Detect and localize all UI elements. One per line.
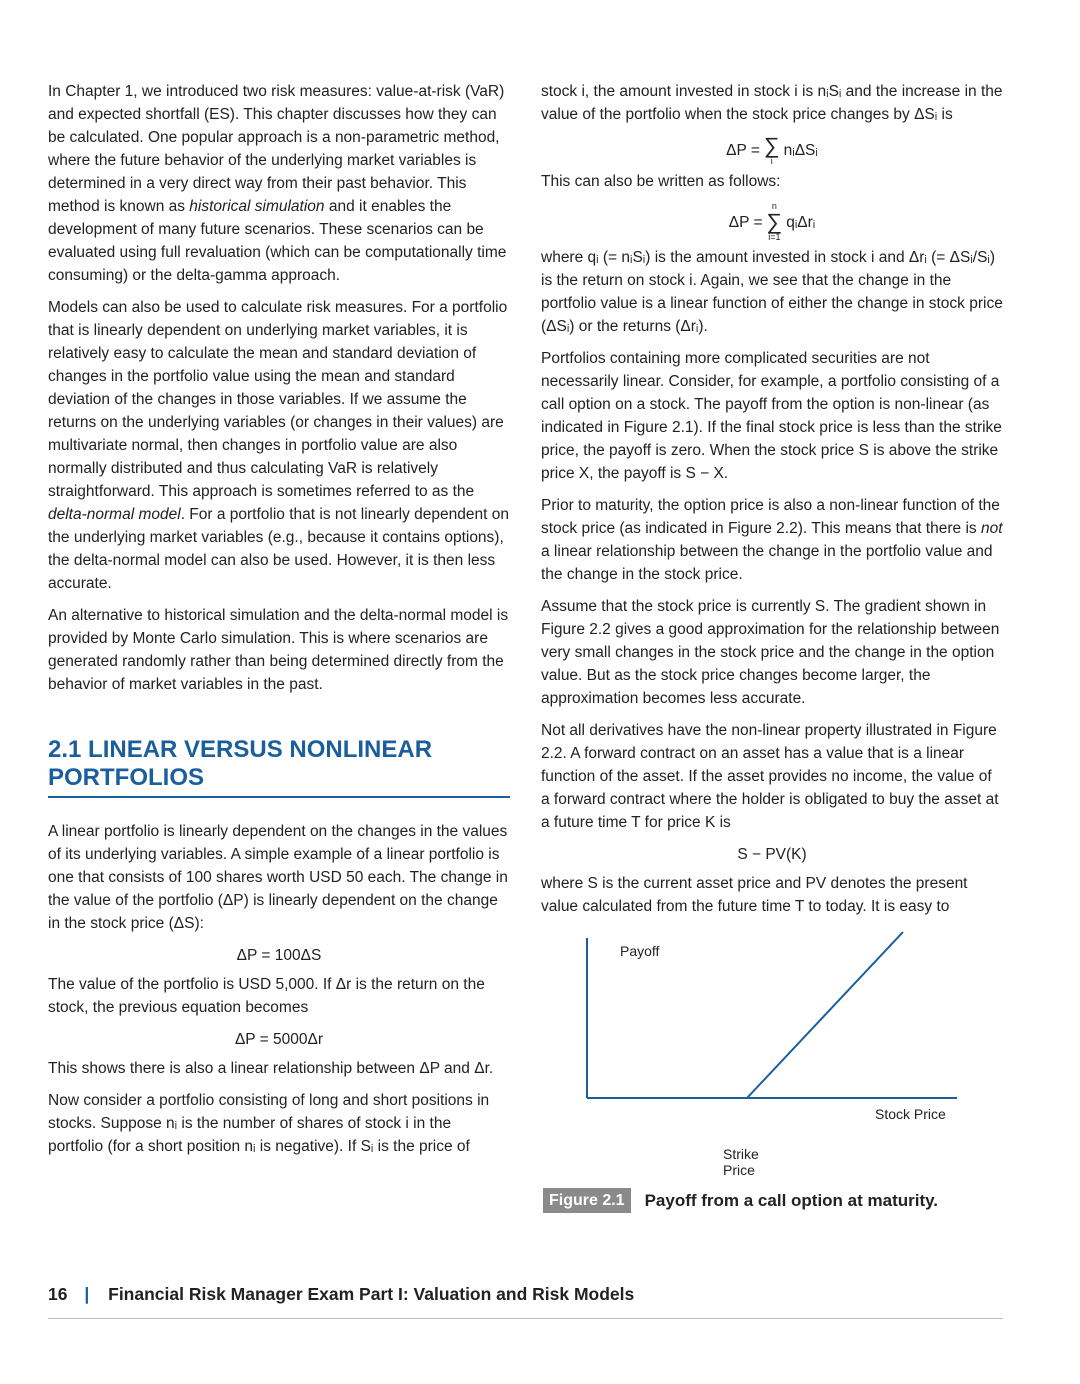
- paragraph: where qᵢ (= nᵢSᵢ) is the amount invested in stock i and Δrᵢ (= ΔSᵢ/Sᵢ) is the return on stock i. Again, we see that the change in the portfolio value is a linear function of either the change in stock price (ΔSᵢ) or the returns (Δrᵢ).: [541, 249, 1003, 335]
- paragraph: This shows there is also a linear relationship between ΔP and Δr.: [48, 1060, 494, 1077]
- equation-lhs: ΔP =: [728, 213, 763, 231]
- book-title: Financial Risk Manager Exam Part I: Valuation and Risk Models: [108, 1284, 635, 1304]
- paragraph: A linear portfolio is linearly dependent on the changes in the values of its underlying variables. A simple example of a linear portfolio is one that consists of 100 shares worth USD 50 each. The change in the value of the portfolio (ΔP) is linearly dependent on the change in the stock price (ΔS):: [48, 823, 508, 932]
- sigma-sup: n: [771, 201, 777, 211]
- figure-title: Payoff from a call option at maturity.: [644, 1191, 939, 1210]
- heading-line: PORTFOLIOS: [48, 764, 204, 791]
- paragraph: [48, 296, 510, 595]
- strike-price-label: [723, 1146, 759, 1178]
- paragraph: Assume that the stock price is currently S. The gradient shown in Figure 2.2 gives a good approximation for the relationship between very small changes in the stock price and the change in the option value. But as the stock price changes become larger, the approximation becomes less accurate.: [541, 598, 1000, 707]
- paragraph: Not all derivatives have the non-linear property illustrated in Figure 2.2. A forward contract on an asset has a value that is a linear function of the asset. If the asset provides no income, the value of a forward contract where the holder is obligated to buy the asset at a future time T for price K is: [541, 722, 999, 831]
- sigma-symbol: [767, 202, 783, 242]
- text: a linear relationship between the change in the portfolio value and the change in the stock price.: [541, 543, 993, 583]
- footer-separator: |: [84, 1284, 90, 1304]
- italic-term: delta-normal model: [48, 506, 181, 523]
- text: Prior to maturity, the option price is also a non-linear function of the stock price (as indicated in Figure 2.2). This means that there is: [541, 497, 1000, 537]
- paragraph: The value of the portfolio is USD 5,000. If Δr is the return on the stock, the previous equation becomes: [48, 976, 485, 1016]
- sigma: ∑: [763, 133, 780, 158]
- equation-lhs: ΔP =: [726, 142, 760, 159]
- sigma-sub: i: [770, 156, 773, 166]
- section-heading: [48, 736, 510, 798]
- paragraph: Now consider a portfolio consisting of long and short positions in stocks. Suppose nᵢ is the number of shares of stock i in the portfolio (for a short position nᵢ is negative). If Sᵢ is the price of: [48, 1092, 490, 1155]
- paragraph: where S is the current asset price and PV denotes the present value calculated from the future time T to today. It is easy to: [541, 875, 968, 915]
- paragraph: [48, 80, 510, 287]
- text: Models can also be used to calculate risk measures. For a portfolio that is linearly dependent on underlying market variables, it is relatively easy to calculate the mean and standard deviation of changes in the portfolio value using the mean and standard deviation of the changes in those variables. If we assume the returns on the underlying variables (or changes in their values) are multivariate normal, then changes in portfolio value are also normally distributed and thus calculating VaR is relatively straightforward. This approach is sometimes referred to as the: [48, 299, 508, 500]
- equation: ΔP = 100ΔS: [236, 947, 322, 964]
- paragraph: Portfolios containing more complicated securities are not necessarily linear. Consider, for example, a portfolio consisting of a call option on a stock. The payoff from the option is non-linear (as indicated in Figure 2.1). If the final stock price is less than the strike price, the payoff is zero. When the stock price S is above the strike price X, the payoff is S − X.: [541, 350, 1002, 482]
- text: and it enables the development of many future scenarios. These scenarios can be evaluated using full revaluation (which can be computationally time consuming) or the delta-gamma approach.: [48, 198, 507, 284]
- x-axis-label: Stock Price: [875, 1106, 946, 1122]
- equation-term: nᵢΔSᵢ: [783, 142, 818, 159]
- page-footer: [48, 1284, 1003, 1319]
- heading-line: 2.1 LINEAR VERSUS NONLINEAR: [48, 736, 433, 763]
- equation: S − PV(K): [737, 846, 807, 863]
- italic-term: not: [980, 520, 1003, 537]
- summation-equation: [541, 202, 1003, 242]
- text: . For a portfolio that is not linearly dependent on the underlying market variables (e.g., because it contains options), the delta-normal model can also be used. However, it is then less accurate.: [48, 506, 509, 592]
- y-axis-label: Payoff: [620, 943, 660, 959]
- strike-label-line: Strike: [723, 1146, 759, 1162]
- sigma-sub: i=1: [768, 232, 781, 242]
- payoff-chart: [541, 930, 1003, 1180]
- text: In Chapter 1, we introduced two risk measures: value-at-risk (VaR) and expected shortfall (ES). This chapter discusses how they can be calculated. One popular approach is a non-parametric method, where the future behavior of the underlying market variables is determined in a very direct way from their past behavior. This method is known as: [48, 83, 505, 215]
- figure-2-1: [541, 930, 1003, 1230]
- strike-label-line: Price: [723, 1162, 755, 1178]
- equation: ΔP = 5000Δr: [234, 1031, 324, 1048]
- paragraph: An alternative to historical simulation and the delta-normal model is provided by Monte Carlo simulation. This is where scenarios are generated randomly rather than being determined directly from the behavior of market variables in the past.: [48, 607, 509, 693]
- left-column: [48, 80, 510, 1167]
- paragraph: [541, 494, 1003, 586]
- sigma: ∑: [766, 209, 783, 234]
- right-column: [541, 80, 1003, 1230]
- equation-term: qᵢΔrᵢ: [786, 213, 816, 231]
- page-number: 16: [48, 1284, 68, 1304]
- figure-badge: Figure 2.1: [543, 1188, 631, 1213]
- summation-equation: [541, 135, 1003, 166]
- figure-caption: [543, 1188, 938, 1213]
- italic-term: historical simulation: [189, 198, 325, 215]
- paragraph: This can also be written as follows:: [541, 173, 781, 190]
- paragraph: stock i, the amount invested in stock i is nᵢSᵢ and the increase in the value of the portfolio when the stock price changes by ΔSᵢ is: [541, 83, 1003, 123]
- sigma-symbol: [764, 135, 780, 166]
